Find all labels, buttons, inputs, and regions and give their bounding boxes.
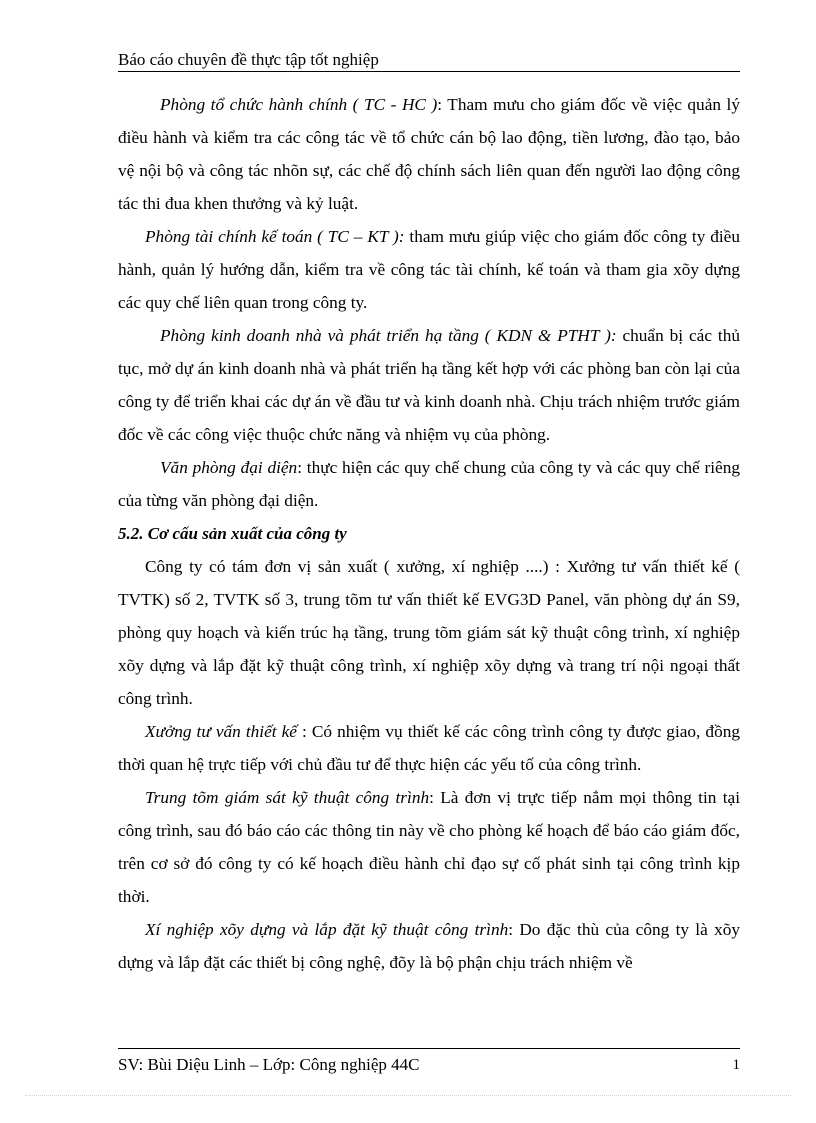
paragraph-tc-kt bbox=[118, 220, 740, 319]
page-number: 1 bbox=[732, 1057, 740, 1073]
page-header: Báo cáo chuyên đề thực tập tốt nghiệp bbox=[118, 50, 740, 72]
paragraph-xuong-tvtk bbox=[118, 715, 740, 781]
paragraph-text: : Là đơn vị trực tiếp nắm mọi thông tin tại công trình, sau đó báo cáo các thông tin này về cho phòng kế hoạch để báo cáo giám đốc, trên cơ sở đó công ty có kế hoạch điều hành chỉ đạo sự cố phát sinh tại công trình kịp thời. bbox=[118, 788, 740, 906]
paragraph-lead: Xí nghiệp xõy dựng và lắp đặt kỹ thuật công trình bbox=[145, 920, 509, 939]
footer-author: SV: Bùi Diệu Linh – Lớp: Công nghiệp 44C bbox=[118, 1055, 420, 1074]
paragraph-van-phong bbox=[118, 451, 740, 517]
paragraph-text: chuẩn bị các thủ tục, mở dự án kinh doanh nhà và phát triển hạ tầng kết hợp với các phòng ban còn lại của công ty để triển khai các dự án về đầu tư và kinh doanh nhà. Chịu trách nhiệm trước giám đốc về các công việc thuộc chức năng và nhiệm vụ của phòng. bbox=[118, 326, 740, 444]
page-boundary bbox=[25, 1095, 791, 1096]
paragraph-text: : thực hiện các quy chế chung của công ty và các quy chế riêng của từng văn phòng đại diện. bbox=[118, 458, 740, 510]
section-heading: 5.2. Cơ cấu sản xuất của công ty bbox=[118, 524, 347, 543]
paragraph-lead: Trung tõm giám sát kỹ thuật công trình bbox=[145, 788, 430, 807]
document-body bbox=[118, 88, 740, 979]
paragraph-xi-nghiep bbox=[118, 913, 740, 979]
paragraph-text: : Có nhiệm vụ thiết kế các công trình công ty được giao, đồng thời quan hệ trực tiếp với chủ đầu tư để thực hiện các yếu tố của công trình. bbox=[118, 722, 740, 774]
paragraph-lead: Phòng tổ chức hành chính ( TC - HC ) bbox=[160, 95, 438, 114]
paragraph-text: tham mưu giúp việc cho giám đốc công ty điều hành, quản lý hướng dẫn, kiểm tra về công tác tài chính, kế toán và tham gia xõy dựng các quy chế liên quan trong công ty. bbox=[118, 227, 740, 312]
paragraph-kdn-ptht bbox=[118, 319, 740, 451]
paragraph-text: : Do đặc thù của công ty là xõy dựng và lắp đặt các thiết bị công nghệ, đõy là bộ phận chịu trách nhiệm về bbox=[118, 920, 740, 972]
section-intro: Công ty có tám đơn vị sản xuất ( xưởng, xí nghiệp ....) : Xưởng tư vấn thiết kế ( TVTK) số 2, TVTK số 3, trung tõm tư vấn thiết kế EVG3D Panel, văn phòng dự án S9, phòng quy hoạch và kiến trúc hạ tầng, trung tõm giám sát kỹ thuật công trình, xí nghiệp xõy dựng và lắp đặt kỹ thuật công trình, xí nghiệp xõy dựng và trang trí nội ngoại thất công trình. bbox=[118, 557, 740, 708]
page-footer bbox=[118, 1048, 740, 1075]
paragraph-lead: Phòng kinh doanh nhà và phát triển hạ tầng ( KDN & PTHT ): bbox=[160, 326, 617, 345]
paragraph-lead: Văn phòng đại diện bbox=[160, 458, 298, 477]
paragraph-text: : Tham mưu cho giám đốc về việc quản lý điều hành và kiểm tra các công tác về tổ chức cán bộ lao động, tiền lương, đào tạo, bảo vệ nội bộ và công tác nhõn sự, các chế độ chính sách liên quan đến người lao động công tác thi đua khen thưởng và kỷ luật. bbox=[118, 95, 740, 213]
paragraph-lead: Phòng tài chính kế toán ( TC – KT ): bbox=[145, 227, 405, 246]
paragraph-trung-tam-giam-sat bbox=[118, 781, 740, 913]
paragraph-lead: Xưởng tư vấn thiết kế bbox=[145, 722, 297, 741]
paragraph-tc-hc bbox=[118, 88, 740, 220]
